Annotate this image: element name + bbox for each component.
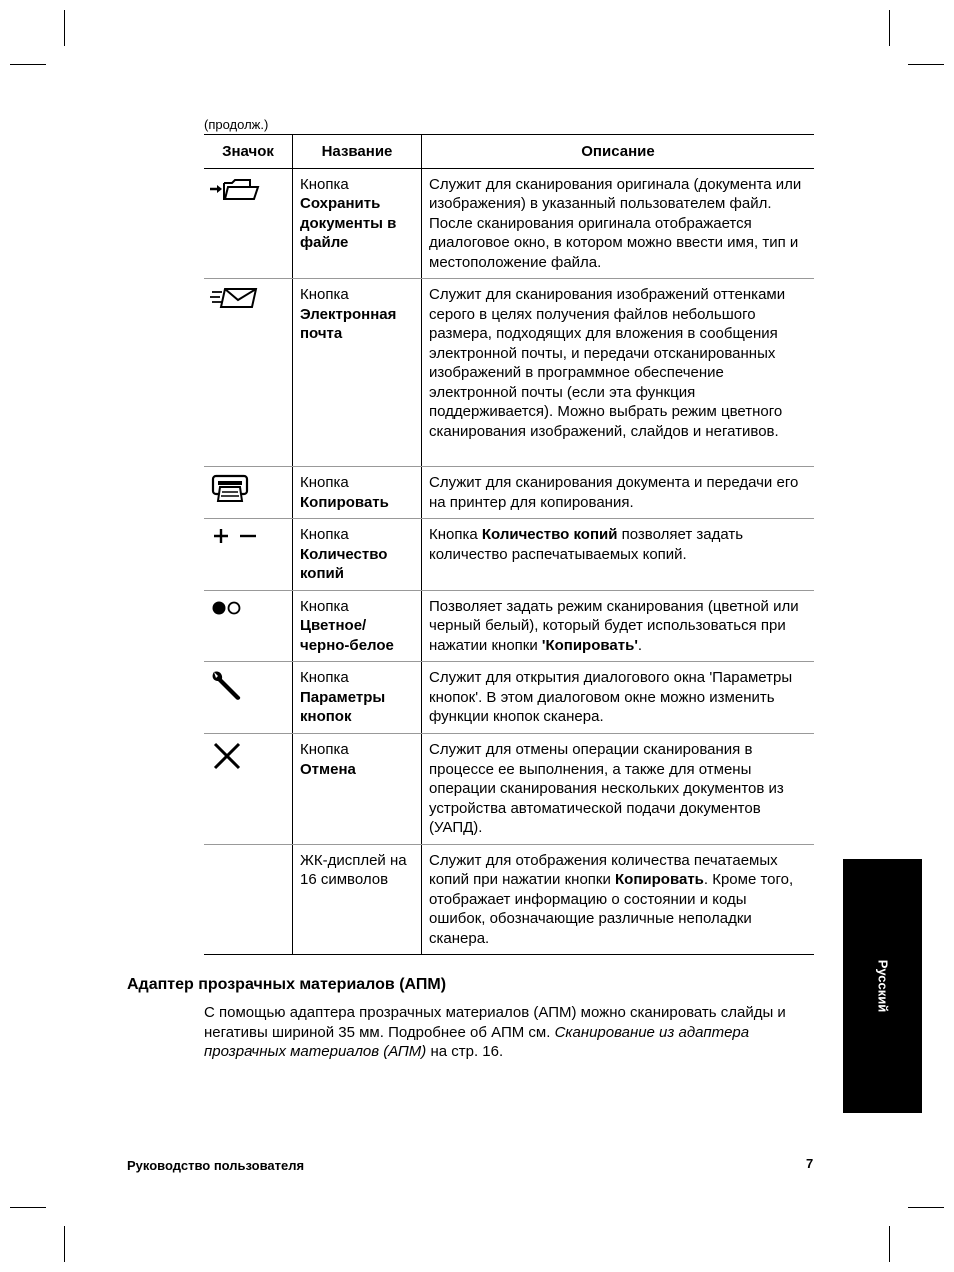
row-name-prefix: Кнопка	[300, 474, 349, 491]
buttons-table	[204, 134, 814, 955]
row-name: Цветное/ черно-белое	[300, 617, 394, 654]
row-name-prefix: Кнопка	[300, 669, 349, 686]
section-paragraph: С помощью адаптера прозрачных материалов (АПМ) можно сканировать слайды и негативы шириной 35 мм. Подробнее об АПМ см. Сканирование из адаптера прозрачных материалов (АПМ) на стр. 16.	[204, 1004, 786, 1060]
color-bw-icon	[208, 597, 248, 619]
wrench-icon	[208, 668, 248, 702]
row-name: ЖК-дисплей на 16 символов	[293, 844, 422, 955]
footer-title: Руководство пользователя	[127, 1158, 305, 1173]
row-name-prefix: Кнопка	[300, 741, 349, 758]
table-row	[204, 279, 814, 467]
table-header-row	[204, 135, 814, 169]
row-description: Служит для открытия диалогового окна 'Параметры кнопок'. В этом диалоговом окне можно изменить функции кнопок сканера.	[422, 662, 815, 734]
page-number: 7	[806, 1156, 814, 1171]
row-description: Служит для сканирования документа и передачи его на принтер для копирования.	[422, 467, 815, 519]
table-row	[204, 662, 814, 734]
continued-label: (продолж.)	[204, 117, 269, 132]
header-name: Название	[293, 135, 422, 169]
row-description: Служит для отмены операции сканирования в процессе ее выполнения, а также для отмены операции сканирования нескольких документов из устройства автоматической подачи документов (УАПД).	[422, 734, 815, 845]
table-row	[204, 467, 814, 519]
cross-reference: Сканирование из адаптера прозрачных материалов (АПМ)	[204, 1023, 750, 1060]
row-name-prefix: Кнопка	[300, 175, 349, 193]
row-name: Отмена	[300, 760, 356, 778]
email-icon	[208, 285, 260, 309]
crop-mark	[10, 1207, 46, 1208]
row-description: Кнопка Количество копий позволяет задать количество распечатываемых копий.	[422, 519, 815, 591]
header-icon: Значок	[204, 135, 293, 169]
crop-mark	[908, 64, 944, 65]
table-row	[204, 844, 814, 955]
row-name: Копировать	[300, 493, 389, 511]
crop-mark	[64, 1226, 65, 1262]
table-row	[204, 168, 814, 279]
table-row	[204, 590, 814, 662]
crop-mark	[908, 1207, 944, 1208]
crop-mark	[10, 64, 46, 65]
row-description: Служит для отображения количества печатаемых копий при нажатии кнопки Копировать. Кроме того, отображает информацию о состоянии и коды ошибок, обозначающие различные неполадки сканера.	[422, 844, 815, 955]
language-label: Русский	[875, 959, 891, 1013]
row-description: Позволяет задать режим сканирования (цветной или черный белый), который будет использоваться при нажатии кнопки 'Копировать'.	[422, 590, 815, 662]
scan-to-file-icon	[208, 175, 260, 203]
language-tab	[843, 859, 922, 1113]
row-name-prefix: Кнопка	[300, 526, 349, 543]
row-name: Электронная почта	[300, 305, 397, 342]
row-name-prefix: Кнопка	[300, 597, 349, 615]
row-name-prefix: Кнопка	[300, 286, 349, 303]
section-heading: Адаптер прозрачных материалов (АПМ)	[127, 976, 447, 993]
copy-icon	[208, 473, 252, 505]
header-description: Описание	[422, 135, 815, 169]
table-row	[204, 734, 814, 845]
row-name: Сохранить документы в файле	[300, 195, 397, 251]
crop-mark	[889, 1226, 890, 1262]
table-row	[204, 519, 814, 591]
cancel-icon	[208, 740, 248, 772]
plus-minus-icon	[208, 525, 258, 547]
row-name: Параметры кнопок	[300, 688, 386, 725]
row-description: Служит для сканирования изображений оттенками серого в целях получения файлов небольшого размера, подходящих для вложения в сообщения электронной почты, и передачи отсканированных изображений в программное обеспечение электронной почты (если эта функция поддерживается). Можно выбрать режим цветного сканирования изображений, слайдов и негативов.	[422, 279, 815, 467]
crop-mark	[889, 10, 890, 46]
crop-mark	[64, 10, 65, 46]
row-name: Количество копий	[300, 545, 388, 582]
row-description: Служит для сканирования оригинала (документа или изображения) в указанный пользователем файл. После сканирования оригинала отображается диалоговое окно, в котором можно ввести имя, тип и местоположение файла.	[422, 168, 815, 279]
